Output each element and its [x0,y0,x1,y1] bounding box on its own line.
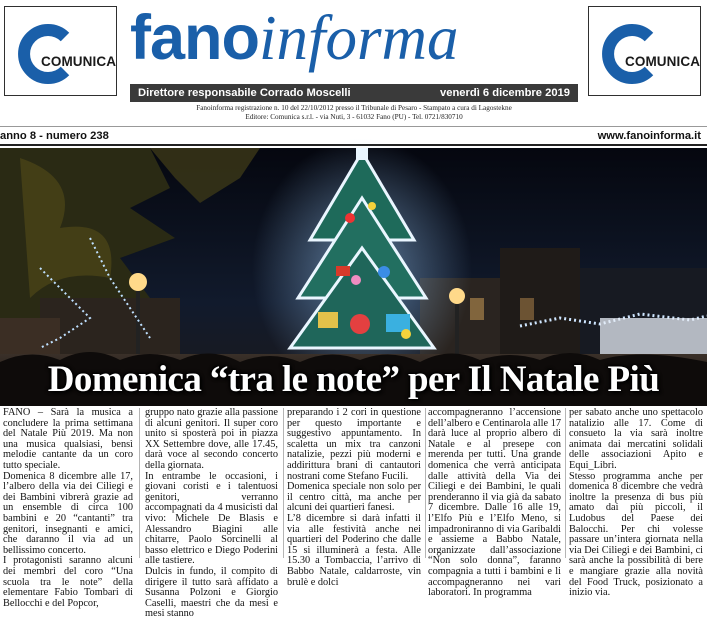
article-paragraph: In entrambe le occasioni, i giovani coristi e i talentuosi genitori, verranno accompagnati da 4 musicisti dal vivo: Michele De Blasis e Alessandro Biagini alle chitarre, Paolo Sorcinelli al basso elettrico e Diego Poderini alle tastiere. [145,470,278,567]
article-column-3 [287,408,421,588]
divider-thin [0,126,707,127]
article-column-1 [3,408,133,609]
article-paragraph: Domenica speciale non solo per il centro città, ma anche per alcuni dei quartieri fanesi. [287,481,421,514]
column-divider [425,408,426,558]
article-paragraph: Stesso programma anche per domenica 8 dicembre che vedrà inoltre la presenza di bus più amato dai più piccoli, il Ludobus del Paese dei Balocchi. Per chi volesse passare un’intera giornata nella via Dei Ciliegi e dei Bambini, ci sarà anche la possibilità di bere e mangiare grazie alla novità del Food Truck, posizionato a inizio via. [569,470,703,599]
masthead-fano: fano [130,3,259,73]
article-paragraph: FANO – Sarà la musica a concludere la prima settimana del Natale Più 2019. Ma non una musica qualsiasi, bensì melodie cantante da un coro tutto speciale. [3,407,133,471]
masthead-informa: informa [258,3,459,73]
article-paragraph: preparando i 2 cori in questione per questo importante e suggestivo appuntamento. In scaletta un mix tra canzoni natalizie, pezzi più moderni e addirittura brani di cantautori nostrani come Stefano Fucili. [287,407,421,482]
column-divider [283,408,284,558]
logo-text: COMUNICA [41,54,117,69]
comunica-logo-right [588,6,701,96]
logo-text: COMUNICA [625,54,701,69]
website-link[interactable]: www.fanoinforma.it [597,130,701,142]
article-headline: Domenica “tra le note” per Il Natale Più [47,359,660,400]
comunica-logo-left [4,6,117,96]
article-paragraph: accompagneranno l’accensione dell’albero e Centinarola alle 17 darà luce al proprio albero di Natale e al presepe con merenda per tutti. Una grande domenica che verrà anticipata dalle attività della Via dei Ciliegi e dei Bambini, le quali prenderanno il via già da sabato 7 dicembre. Dalle 16 alle 19, l’Elfo Più e l’Elfo Meno, si impadroniranno di via Garibaldi e assieme a Babbo Natale, organizzate dall’associazione “Non solo donna”, faranno compagnia a tutti i bambini e li accompagneranno nei vari laboratori. In programma [428,407,561,599]
publisher-line: Editore: Comunica s.r.l. - via Nuti, 3 - 61032 Fano (PU) - Tel. 0721/830710 [245,112,463,121]
article-column-5 [569,408,703,599]
director-bar [130,84,578,102]
article-column-4 [428,408,561,599]
article-paragraph: Dulcis in fundo, il compito di dirigere il tutto sarà affidato a Susanna Polzoni e Giorgio Caselli, maestri che da mesi e mesi stanno [145,565,278,620]
article-paragraph: gruppo nato grazie alla passione di alcuni genitori. Il super coro unito si sposterà poi in piazza XX Settembre dove, alle 17.45, darà voce al secondo concerto della giornata. [145,407,278,471]
article-body [0,406,707,620]
registration-line: Fanoinforma registrazione n. 10 del 22/10/2012 presso il Tribunale di Pesaro - Stampato a cura di Lagostekne [196,104,512,112]
column-divider [565,408,566,558]
masthead [130,4,582,72]
issue-date: venerdì 6 dicembre 2019 [440,87,570,99]
article-column-2 [145,408,278,620]
article-paragraph: L’8 dicembre si darà infatti il via alle festività anche nei quartieri del Poderino che dalle 15 si illuminerà a festa. Alle 15.30 a Tombaccia, l’arrivo di Babbo Natale, caldarroste, vin brulè e dolci [287,512,421,588]
column-divider [139,408,140,558]
article-paragraph: I protagonisti saranno alcuni dei membri del coro “Una scuola tra le note” della elementare Fabio Tombari di Bellocchi e del Popcor, [3,555,133,609]
article-paragraph: Domenica 8 dicembre alle 17, l’albero della via dei Ciliegi e dei Bambini vibrerà grazie ad un ensemble di circa 100 bambini e 20 “cantanti” tra genitori, insegnanti e amici, che daranno il via ad un bellissimo concerto. [3,470,133,556]
article-paragraph: per sabato anche uno spettacolo natalizio alle 17. Come di consueto la via sarà inoltre animata dai mercatini solidali delle associazioni Apito e Equi_Libri. [569,407,703,471]
issue-number: anno 8 - numero 238 [0,130,109,142]
registration-info [130,104,578,121]
director-name: Direttore responsabile Corrado Moscelli [138,87,351,99]
